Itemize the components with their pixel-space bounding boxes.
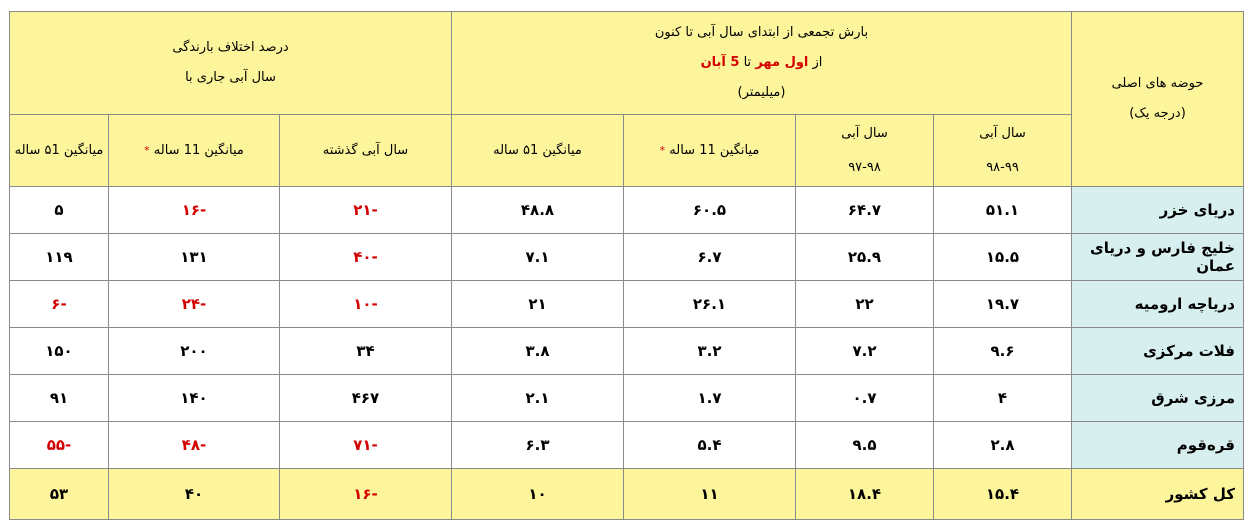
year-9899-line1: سال آبی — [979, 125, 1026, 141]
basin-name: قره‌قوم — [1072, 422, 1244, 469]
value-avg11: ۱.۷ — [624, 375, 796, 422]
diff-prev: -۱۶ — [279, 469, 451, 520]
diff-avg51: ۱۱۹ — [10, 234, 109, 281]
table-row — [10, 422, 1244, 469]
value-9899: ۱۵.۵ — [934, 234, 1072, 281]
total-row — [10, 469, 1244, 520]
diff-avg51: ۵ — [10, 187, 109, 234]
basin-column-header — [1072, 12, 1244, 187]
basin-name: دریاچه ارومیه — [1072, 281, 1244, 328]
value-9798: ۹.۵ — [796, 422, 934, 469]
value-9798: ۷.۲ — [796, 328, 934, 375]
diff-avg51: ۹۱ — [10, 375, 109, 422]
value-avg51: ۴۸.۸ — [451, 187, 623, 234]
diff-avg11: ۴۰ — [108, 469, 279, 520]
value-9798: ۲۵.۹ — [796, 234, 934, 281]
precip-range-start: اول مهر — [755, 55, 809, 70]
precip-title: بارش تجمعی از ابتدای سال آبی تا کنون — [654, 25, 869, 40]
prev-year-label: سال آبی گذشته — [322, 142, 409, 158]
col-header-avg51-diff — [10, 115, 109, 187]
value-avg11: ۵.۴ — [624, 422, 796, 469]
basin-name: خلیج فارس و دریای عمان — [1072, 234, 1244, 281]
precip-range — [452, 48, 1071, 78]
diff-avg51: -۵۵ — [10, 422, 109, 469]
diff-prev: ۴۶۷ — [279, 375, 451, 422]
precip-group-header — [451, 12, 1071, 115]
col-header-year-9899 — [934, 115, 1072, 187]
value-avg51: ۲.۱ — [451, 375, 623, 422]
value-avg51: ۱۰ — [451, 469, 623, 520]
year-9798-line1: سال آبی — [841, 125, 888, 141]
value-9798: ۱۸.۴ — [796, 469, 934, 520]
avg11-diff-star: * — [144, 143, 150, 157]
value-9899: ۵۱.۱ — [934, 187, 1072, 234]
precip-range-end: 5 آبان — [700, 55, 740, 70]
diff-avg51: -۶ — [10, 281, 109, 328]
diff-prev: ۳۴ — [279, 328, 451, 375]
value-avg51: ۲۱ — [451, 281, 623, 328]
col-header-avg11 — [624, 115, 796, 187]
col-header-year-9798 — [796, 115, 934, 187]
diff-avg51: ۱۵۰ — [10, 328, 109, 375]
value-avg11: ۲۶.۱ — [624, 281, 796, 328]
diff-avg51: ۵۳ — [10, 469, 109, 520]
value-avg11: ۶.۷ — [624, 234, 796, 281]
basin-name: مرزی شرق — [1072, 375, 1244, 422]
value-9899: ۱۵.۴ — [934, 469, 1072, 520]
value-9899: ۴ — [934, 375, 1072, 422]
diff-subtitle: سال آبی جاری با — [185, 70, 276, 85]
value-9899: ۹.۶ — [934, 328, 1072, 375]
table-row — [10, 281, 1244, 328]
avg11-label: میانگین 11 ساله — [669, 142, 760, 158]
table-row — [10, 234, 1244, 281]
avg11-star: * — [659, 143, 666, 157]
value-9899: ۲.۸ — [934, 422, 1072, 469]
col-header-prev-year — [279, 115, 451, 187]
basin-column-title: حوضه های اصلی — [1111, 76, 1204, 91]
diff-prev: -۷۱ — [279, 422, 451, 469]
value-avg51: ۶.۳ — [451, 422, 623, 469]
precipitation-table — [9, 11, 1244, 520]
diff-avg11: -۴۸ — [108, 422, 279, 469]
avg11-diff-label: میانگین 11 ساله — [153, 142, 244, 158]
diff-prev: -۴۰ — [279, 234, 451, 281]
value-avg51: ۳.۸ — [451, 328, 623, 375]
diff-prev: -۱۰ — [279, 281, 451, 328]
table-row — [10, 375, 1244, 422]
year-9899-line2: ۹۸-۹۹ — [986, 159, 1019, 175]
value-9899: ۱۹.۷ — [934, 281, 1072, 328]
value-avg11: ۶۰.۵ — [624, 187, 796, 234]
value-avg11: ۳.۲ — [624, 328, 796, 375]
table-row — [10, 328, 1244, 375]
diff-prev: -۲۱ — [279, 187, 451, 234]
avg51-diff-label: میانگین ۵1 ساله — [14, 142, 104, 158]
col-header-avg11-diff — [108, 115, 279, 187]
precip-range-from: از — [812, 55, 823, 70]
diff-avg11: ۲۰۰ — [108, 328, 279, 375]
value-avg11: ۱۱ — [624, 469, 796, 520]
basin-name: فلات مرکزی — [1072, 328, 1244, 375]
avg51-label: میانگین ۵1 ساله — [493, 142, 582, 158]
diff-avg11: -۱۶ — [108, 187, 279, 234]
precip-unit: (میلیمتر) — [737, 85, 786, 100]
diff-avg11: -۲۴ — [108, 281, 279, 328]
diff-avg11: ۱۳۱ — [108, 234, 279, 281]
diff-title: درصد اختلاف بارندگی — [172, 40, 289, 55]
year-9798-line2: ۹۷-۹۸ — [848, 159, 881, 175]
diff-avg11: ۱۴۰ — [108, 375, 279, 422]
diff-group-header — [10, 12, 452, 115]
value-9798: ۲۲ — [796, 281, 934, 328]
basin-name: دریای خزر — [1072, 187, 1244, 234]
basin-name: کل کشور — [1072, 469, 1244, 520]
value-9798: ۶۴.۷ — [796, 187, 934, 234]
col-header-avg51 — [451, 115, 623, 187]
basin-column-subtitle: (درجه یک) — [1129, 106, 1186, 121]
table-row — [10, 187, 1244, 234]
precip-range-to: تا — [743, 55, 752, 70]
value-avg51: ۷.۱ — [451, 234, 623, 281]
value-9798: ۰.۷ — [796, 375, 934, 422]
